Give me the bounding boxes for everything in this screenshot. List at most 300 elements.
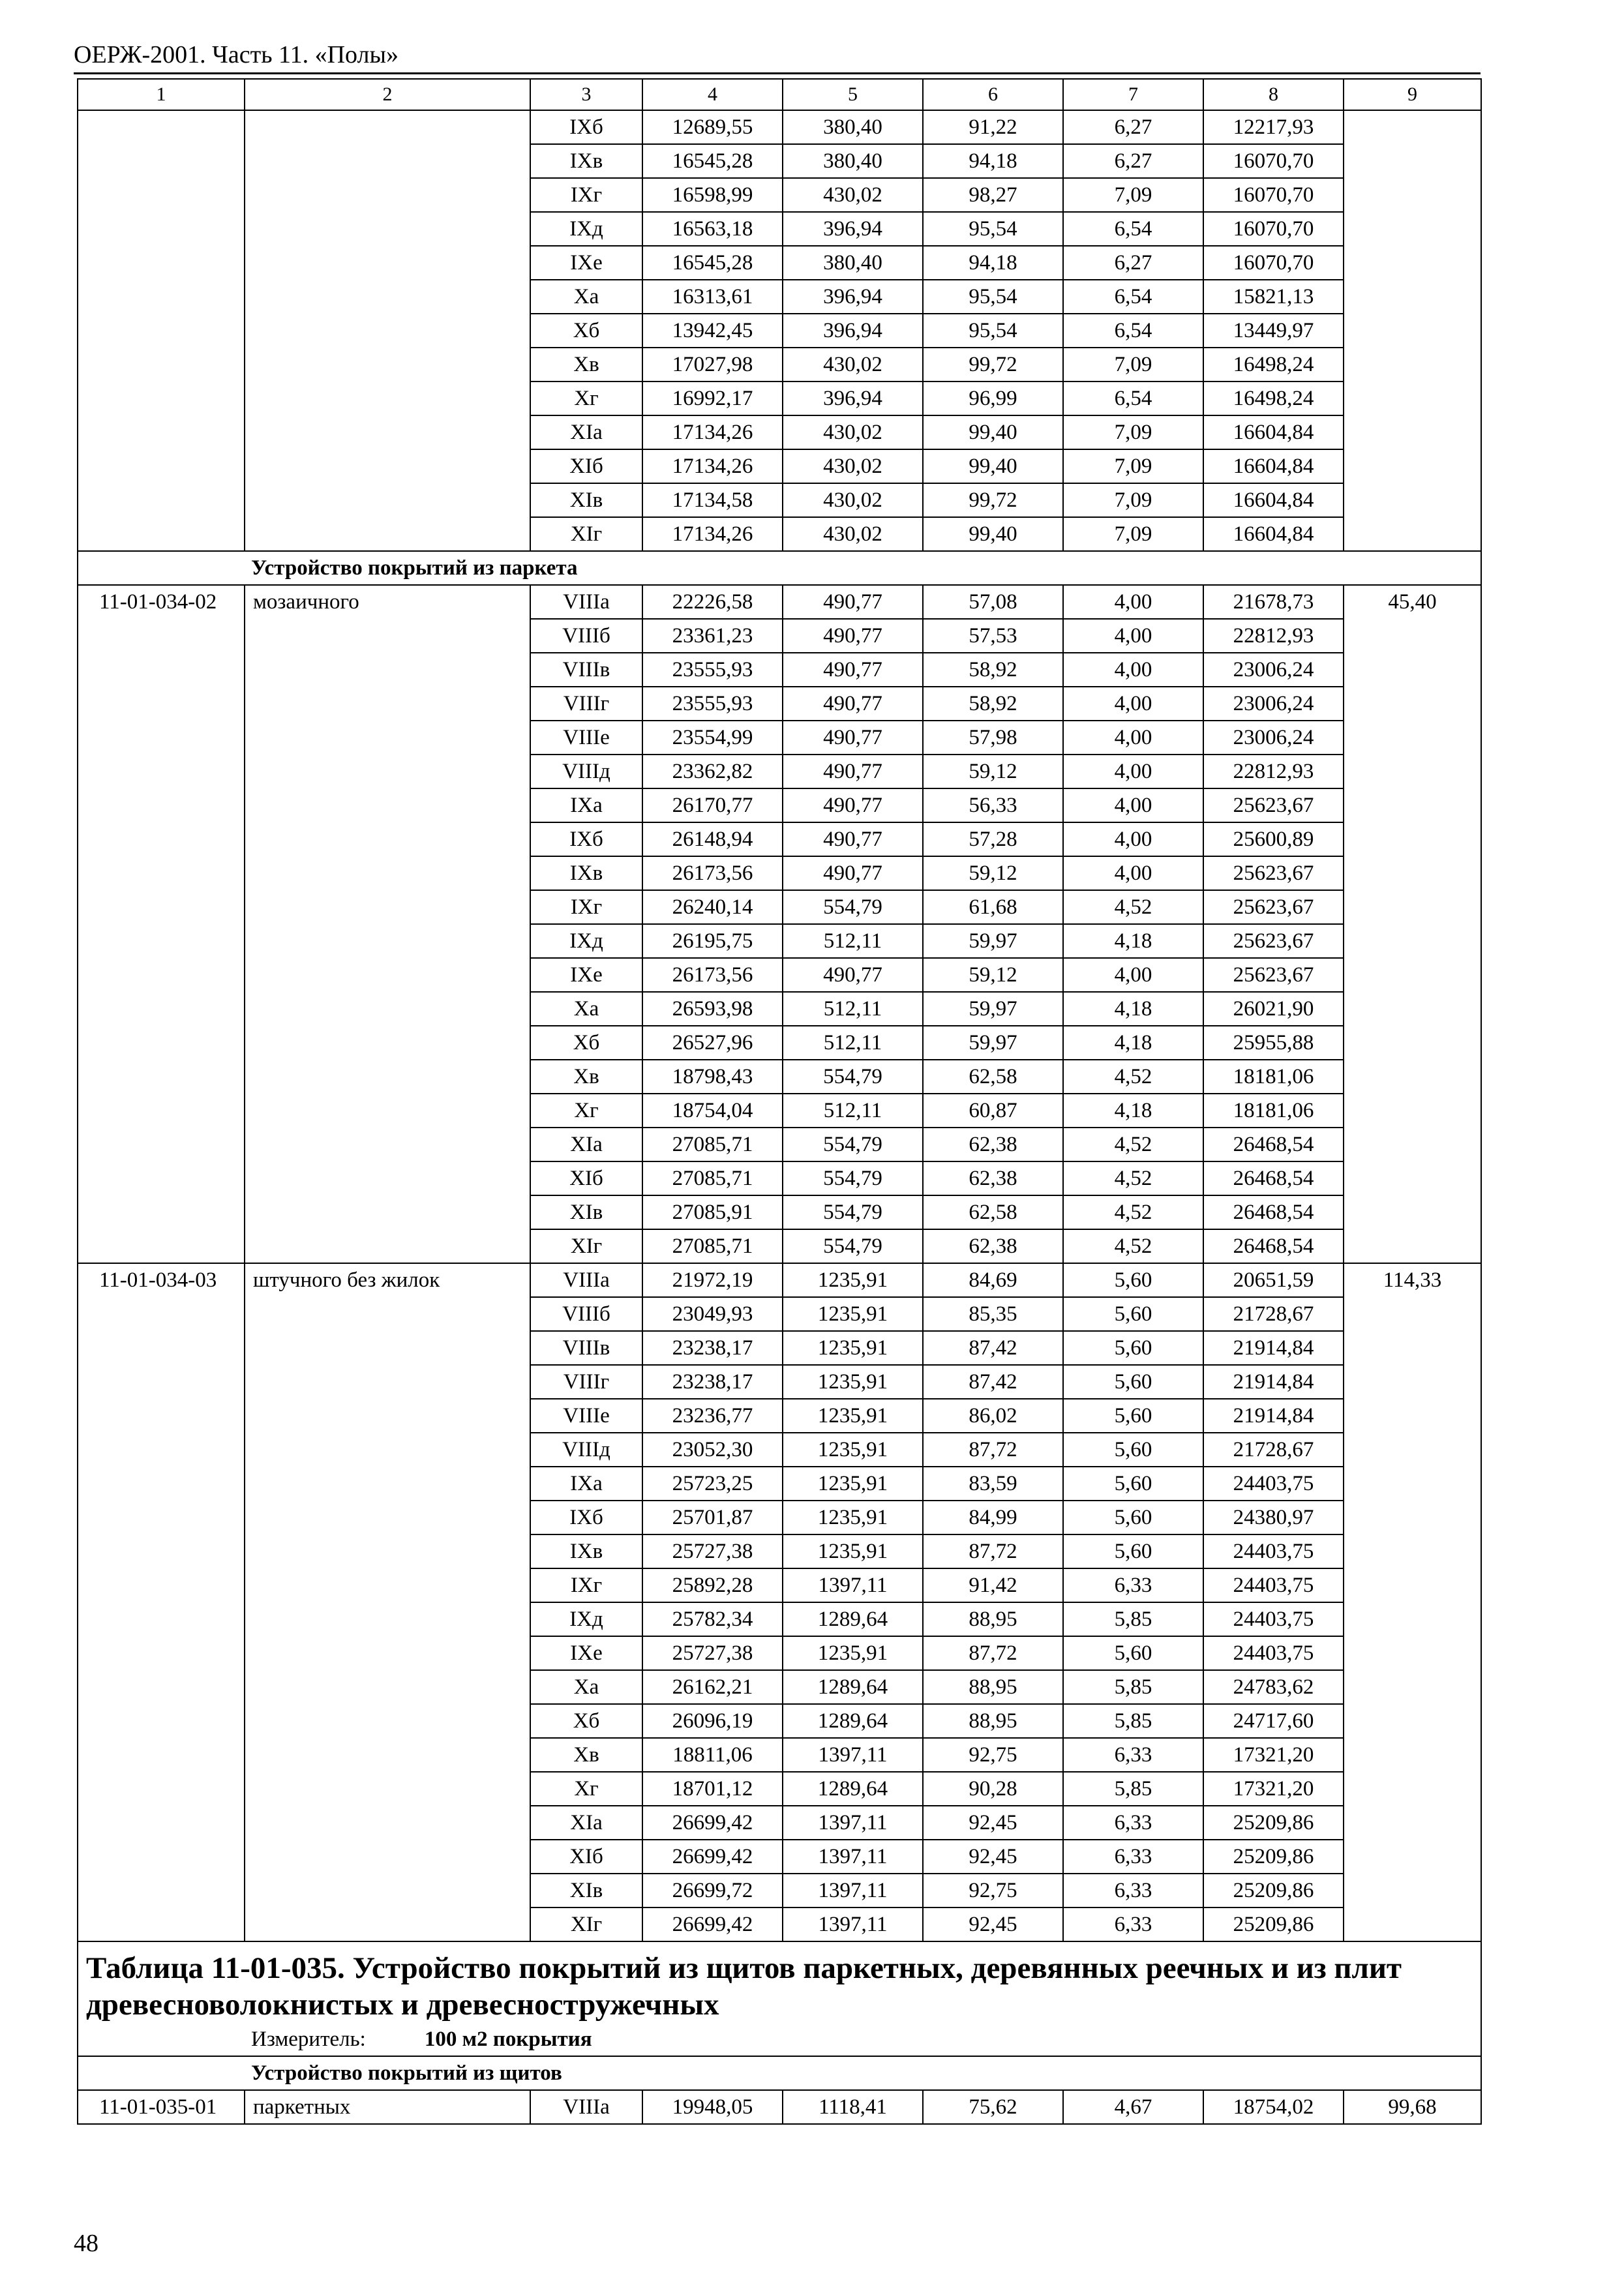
table-cell: 26527,96 (642, 1026, 783, 1060)
measure-value: 100 м2 покрытия (424, 2027, 592, 2051)
table-cell: 4,18 (1063, 992, 1203, 1026)
table-cell: 1235,91 (783, 1433, 923, 1467)
table-cell: IXе (530, 958, 642, 992)
item-code: 11-01-034-02 (78, 585, 245, 1263)
table-cell: XIг (530, 517, 642, 551)
page-number: 48 (74, 2230, 98, 2257)
table-cell: 1235,91 (783, 1331, 923, 1365)
empty-col9-cell (1344, 110, 1481, 551)
table-cell: 99,40 (923, 449, 1063, 483)
table-cell: 57,08 (923, 585, 1063, 619)
table-cell: 88,95 (923, 1670, 1063, 1704)
table-cell: 16498,24 (1203, 382, 1344, 415)
table-cell: 59,97 (923, 1026, 1063, 1060)
table-cell: 6,33 (1063, 1806, 1203, 1840)
table-cell: VIIIа (530, 1263, 642, 1297)
table-cell: 4,00 (1063, 856, 1203, 890)
column-number-cell: 1 (78, 79, 245, 110)
item-code: 11-01-035-01 (78, 2090, 245, 2124)
table-cell: 554,79 (783, 1128, 923, 1161)
table-cell: 16604,84 (1203, 517, 1344, 551)
table-cell: 380,40 (783, 246, 923, 280)
table2-title: Таблица 11-01-035. Устройство покрытий из щитов паркетных, деревянных реечных и из плит древесноволокнистых и древесностружечных (78, 1941, 1481, 2023)
table-cell: VIIIа (530, 2090, 642, 2124)
table-cell: 7,09 (1063, 415, 1203, 449)
table-cell: 554,79 (783, 1195, 923, 1229)
table-cell: 7,09 (1063, 178, 1203, 212)
table-cell: 16313,61 (642, 280, 783, 314)
table-cell: XIа (530, 1806, 642, 1840)
table-cell: 61,68 (923, 890, 1063, 924)
table-cell: 25723,25 (642, 1467, 783, 1501)
table-cell: XIб (530, 1161, 642, 1195)
table-cell: 25892,28 (642, 1568, 783, 1602)
table-cell: 58,92 (923, 653, 1063, 687)
table-cell: 6,27 (1063, 144, 1203, 178)
table-cell: Xв (530, 348, 642, 382)
item-col9-value: 114,33 (1344, 1263, 1481, 1941)
table-cell: 21914,84 (1203, 1365, 1344, 1399)
table-cell: 26021,90 (1203, 992, 1344, 1026)
table-cell: XIа (530, 1128, 642, 1161)
table-cell: 430,02 (783, 415, 923, 449)
table-cell: 1289,64 (783, 1670, 923, 1704)
table-cell: 57,98 (923, 721, 1063, 755)
table-cell: 6,33 (1063, 1908, 1203, 1941)
table-cell: 25209,86 (1203, 1908, 1344, 1941)
table-cell: 23049,93 (642, 1297, 783, 1331)
table-cell: 92,45 (923, 1840, 1063, 1874)
table-cell: 6,54 (1063, 314, 1203, 348)
table-cell: 554,79 (783, 1161, 923, 1195)
table-cell: 75,62 (923, 2090, 1063, 2124)
table-cell: 87,72 (923, 1433, 1063, 1467)
table-cell: 1397,11 (783, 1840, 923, 1874)
table-cell: 21914,84 (1203, 1399, 1344, 1433)
table-cell: 490,77 (783, 619, 923, 653)
table-cell: 16070,70 (1203, 246, 1344, 280)
table-cell: 5,60 (1063, 1534, 1203, 1568)
table-cell: 512,11 (783, 1026, 923, 1060)
table-cell: VIIIг (530, 687, 642, 721)
table-cell: 4,52 (1063, 1229, 1203, 1263)
table-cell: Xб (530, 1704, 642, 1738)
table-cell: 27085,71 (642, 1229, 783, 1263)
table-cell: XIб (530, 1840, 642, 1874)
table-cell: 4,52 (1063, 1161, 1203, 1195)
table-cell: 16545,28 (642, 144, 783, 178)
table-cell: 16598,99 (642, 178, 783, 212)
table-cell: 99,40 (923, 415, 1063, 449)
table-cell: 380,40 (783, 110, 923, 144)
table-cell: 60,87 (923, 1094, 1063, 1128)
table-cell: IXв (530, 1534, 642, 1568)
item-name: штучного без жилок (245, 1263, 530, 1941)
table-cell: 4,00 (1063, 653, 1203, 687)
column-number-cell: 2 (245, 79, 530, 110)
table-cell: 24717,60 (1203, 1704, 1344, 1738)
table-cell: 25782,34 (642, 1602, 783, 1636)
table-cell: IXг (530, 178, 642, 212)
item-name: мозаичного (245, 585, 530, 1263)
table-cell: 16563,18 (642, 212, 783, 246)
table-cell: 512,11 (783, 992, 923, 1026)
table-cell: 87,72 (923, 1534, 1063, 1568)
table-cell: 99,72 (923, 483, 1063, 517)
table-cell: 26195,75 (642, 924, 783, 958)
column-number-row (78, 79, 1481, 110)
table-cell: 7,09 (1063, 449, 1203, 483)
table-cell: 16070,70 (1203, 178, 1344, 212)
table-cell: 57,53 (923, 619, 1063, 653)
table-cell: 1235,91 (783, 1534, 923, 1568)
table-cell: 21972,19 (642, 1263, 783, 1297)
table-cell: 25727,38 (642, 1534, 783, 1568)
table-cell: 17134,26 (642, 449, 783, 483)
table-cell: 17134,26 (642, 415, 783, 449)
table-cell: 26468,54 (1203, 1128, 1344, 1161)
table-cell: 25623,67 (1203, 958, 1344, 992)
table-cell: 26468,54 (1203, 1229, 1344, 1263)
table-cell: Xг (530, 382, 642, 415)
item-code: 11-01-034-03 (78, 1263, 245, 1941)
table-cell: VIIIб (530, 619, 642, 653)
table-cell: IXд (530, 1602, 642, 1636)
table-cell: 13942,45 (642, 314, 783, 348)
table-cell: 396,94 (783, 382, 923, 415)
table-cell: IXг (530, 1568, 642, 1602)
table-cell: 430,02 (783, 348, 923, 382)
table-row (78, 2090, 1481, 2124)
table-cell: 4,00 (1063, 958, 1203, 992)
table-cell: 490,77 (783, 687, 923, 721)
table-cell: 5,85 (1063, 1772, 1203, 1806)
table-row (78, 585, 1481, 619)
table-cell: 490,77 (783, 788, 923, 822)
table-cell: 16070,70 (1203, 212, 1344, 246)
table-cell: 4,18 (1063, 1094, 1203, 1128)
table-cell: 26096,19 (642, 1704, 783, 1738)
column-number-cell: 5 (783, 79, 923, 110)
table-cell: 490,77 (783, 721, 923, 755)
section-header: Устройство покрытий из щитов (78, 2056, 1481, 2090)
table-cell: 5,85 (1063, 1602, 1203, 1636)
table-cell: 17321,20 (1203, 1738, 1344, 1772)
table-cell: 4,00 (1063, 822, 1203, 856)
table-cell: IXг (530, 890, 642, 924)
table-cell: 22226,58 (642, 585, 783, 619)
table-cell: 23052,30 (642, 1433, 783, 1467)
table-cell: 15821,13 (1203, 280, 1344, 314)
table-cell: XIа (530, 415, 642, 449)
table-cell: 57,28 (923, 822, 1063, 856)
table-cell: VIIIд (530, 1433, 642, 1467)
table-cell: 7,09 (1063, 483, 1203, 517)
table-cell: VIIIд (530, 755, 642, 788)
table-cell: 512,11 (783, 924, 923, 958)
table-cell: 6,54 (1063, 280, 1203, 314)
table-cell: 92,75 (923, 1874, 1063, 1908)
table-cell: 27085,71 (642, 1128, 783, 1161)
table-cell: 1289,64 (783, 1772, 923, 1806)
table-cell: 85,35 (923, 1297, 1063, 1331)
table-cell: 7,09 (1063, 517, 1203, 551)
table-cell: 554,79 (783, 1229, 923, 1263)
table-cell: 95,54 (923, 280, 1063, 314)
table-cell: 5,60 (1063, 1331, 1203, 1365)
table-cell: 18701,12 (642, 1772, 783, 1806)
table-cell: 84,69 (923, 1263, 1063, 1297)
table-cell: 16498,24 (1203, 348, 1344, 382)
item-name: паркетных (245, 2090, 530, 2124)
table-cell: 16992,17 (642, 382, 783, 415)
table-cell: 59,12 (923, 856, 1063, 890)
table-cell: 92,45 (923, 1908, 1063, 1941)
table-cell: IXа (530, 1467, 642, 1501)
page-header-title: ОЕРЖ-2001. Часть 11. «Полы» (74, 41, 399, 68)
empty-code-cell (78, 110, 245, 551)
table-cell: 23554,99 (642, 721, 783, 755)
table-cell: 4,18 (1063, 1026, 1203, 1060)
table-cell: 90,28 (923, 1772, 1063, 1806)
table-cell: 94,18 (923, 144, 1063, 178)
table-cell: 16604,84 (1203, 415, 1344, 449)
table-cell: 26699,42 (642, 1908, 783, 1941)
table-cell: 20651,59 (1203, 1263, 1344, 1297)
table-cell: 27085,71 (642, 1161, 783, 1195)
table-cell: 62,38 (923, 1229, 1063, 1263)
table-cell: 24403,75 (1203, 1568, 1344, 1602)
table-cell: 5,60 (1063, 1365, 1203, 1399)
table-cell: 56,33 (923, 788, 1063, 822)
table-cell: 23238,17 (642, 1331, 783, 1365)
table-cell: 23006,24 (1203, 653, 1344, 687)
table-cell: 25623,67 (1203, 890, 1344, 924)
table-cell: 24403,75 (1203, 1602, 1344, 1636)
table-cell: 12217,93 (1203, 110, 1344, 144)
table-cell: 26468,54 (1203, 1195, 1344, 1229)
table-cell: 23361,23 (642, 619, 783, 653)
table-cell: 62,58 (923, 1060, 1063, 1094)
table-cell: 4,52 (1063, 890, 1203, 924)
table-cell: 12689,55 (642, 110, 783, 144)
table-cell: 59,12 (923, 755, 1063, 788)
table-cell: 23006,24 (1203, 721, 1344, 755)
empty-name-cell (245, 110, 530, 551)
section-header: Устройство покрытий из паркета (78, 551, 1481, 585)
table-cell: 26170,77 (642, 788, 783, 822)
table-cell: 430,02 (783, 178, 923, 212)
table-cell: 430,02 (783, 517, 923, 551)
table-cell: Xв (530, 1060, 642, 1094)
table-cell: 490,77 (783, 653, 923, 687)
table-cell: 99,40 (923, 517, 1063, 551)
table-cell: VIIIв (530, 653, 642, 687)
table-cell: IXв (530, 144, 642, 178)
column-number-cell: 6 (923, 79, 1063, 110)
table-cell: VIIIб (530, 1297, 642, 1331)
table-cell: IXб (530, 1501, 642, 1534)
table-cell: 16545,28 (642, 246, 783, 280)
table-cell: IXе (530, 246, 642, 280)
table-cell: 96,99 (923, 382, 1063, 415)
table-cell: IXе (530, 1636, 642, 1670)
table-cell: 21914,84 (1203, 1331, 1344, 1365)
table-cell: 6,54 (1063, 382, 1203, 415)
table-cell: 27085,91 (642, 1195, 783, 1229)
table-cell: 18798,43 (642, 1060, 783, 1094)
table-cell: 1397,11 (783, 1806, 923, 1840)
table-cell: 87,42 (923, 1331, 1063, 1365)
table-cell: 24403,75 (1203, 1467, 1344, 1501)
table-cell: 554,79 (783, 1060, 923, 1094)
table-cell: 5,85 (1063, 1704, 1203, 1738)
table-cell: 1397,11 (783, 1568, 923, 1602)
table-cell: 26699,72 (642, 1874, 783, 1908)
table-cell: 24380,97 (1203, 1501, 1344, 1534)
column-number-cell: 8 (1203, 79, 1344, 110)
table-cell: 5,60 (1063, 1467, 1203, 1501)
section-header-row (78, 551, 1481, 585)
item-col9-value: 45,40 (1344, 585, 1481, 1263)
table-cell: XIв (530, 1874, 642, 1908)
table-cell: 17134,58 (642, 483, 783, 517)
table-cell: 6,27 (1063, 246, 1203, 280)
table-cell: 88,95 (923, 1704, 1063, 1738)
table-cell: 490,77 (783, 585, 923, 619)
table-cell: 19948,05 (642, 2090, 783, 2124)
table-cell: 6,33 (1063, 1840, 1203, 1874)
table-cell: 18181,06 (1203, 1094, 1344, 1128)
table-cell: 59,97 (923, 924, 1063, 958)
measure-label: Измеритель: (251, 2027, 366, 2051)
table-cell: 430,02 (783, 449, 923, 483)
table-cell: Xб (530, 1026, 642, 1060)
table-cell: 17321,20 (1203, 1772, 1344, 1806)
table-cell: 1235,91 (783, 1399, 923, 1433)
table-cell: VIIIе (530, 721, 642, 755)
table-row (78, 110, 1481, 144)
table-cell: 98,27 (923, 178, 1063, 212)
table-cell: Xа (530, 280, 642, 314)
table-cell: 21728,67 (1203, 1297, 1344, 1331)
table-cell: 5,60 (1063, 1297, 1203, 1331)
table-cell: 1235,91 (783, 1297, 923, 1331)
table-cell: XIг (530, 1908, 642, 1941)
table-cell: 25209,86 (1203, 1806, 1344, 1840)
table-cell: 21728,67 (1203, 1433, 1344, 1467)
table-cell: IXд (530, 212, 642, 246)
table-cell: 88,95 (923, 1602, 1063, 1636)
table-cell: 26173,56 (642, 856, 783, 890)
table-cell: 6,27 (1063, 110, 1203, 144)
table-cell: 26699,42 (642, 1806, 783, 1840)
section-header-row (78, 2056, 1481, 2090)
table-cell: 4,00 (1063, 619, 1203, 653)
table-cell: 396,94 (783, 212, 923, 246)
table-cell: 62,38 (923, 1161, 1063, 1195)
table-cell: 94,18 (923, 246, 1063, 280)
table-cell: 4,00 (1063, 788, 1203, 822)
table-cell: 18754,04 (642, 1094, 783, 1128)
table-cell: XIв (530, 483, 642, 517)
table-cell: 490,77 (783, 755, 923, 788)
table-cell: Xг (530, 1094, 642, 1128)
table-cell: 21678,73 (1203, 585, 1344, 619)
table-cell: 5,60 (1063, 1433, 1203, 1467)
table-cell: 26173,56 (642, 958, 783, 992)
table-cell: 380,40 (783, 144, 923, 178)
table-cell: 92,75 (923, 1738, 1063, 1772)
table-row (78, 1263, 1481, 1297)
table-cell: 4,00 (1063, 721, 1203, 755)
table-cell: 86,02 (923, 1399, 1063, 1433)
table-cell: 87,72 (923, 1636, 1063, 1670)
table-cell: 87,42 (923, 1365, 1063, 1399)
header-rule (74, 72, 1481, 74)
table-cell: 1235,91 (783, 1263, 923, 1297)
table-cell: 16604,84 (1203, 483, 1344, 517)
table-cell: 91,22 (923, 110, 1063, 144)
table-cell: 95,54 (923, 212, 1063, 246)
table-cell: 23236,77 (642, 1399, 783, 1433)
table-cell: 1235,91 (783, 1365, 923, 1399)
table-cell: VIIIа (530, 585, 642, 619)
table-cell: 5,60 (1063, 1399, 1203, 1433)
table-cell: XIг (530, 1229, 642, 1263)
table-cell: 5,85 (1063, 1670, 1203, 1704)
table-cell: 26593,98 (642, 992, 783, 1026)
table-cell: 25623,67 (1203, 856, 1344, 890)
table2-measure-row (78, 2023, 1481, 2056)
table-cell: 25623,67 (1203, 924, 1344, 958)
table-cell: 25623,67 (1203, 788, 1344, 822)
table-body (78, 79, 1481, 2124)
table-cell: 99,72 (923, 348, 1063, 382)
table-cell: 7,09 (1063, 348, 1203, 382)
table-cell: 18181,06 (1203, 1060, 1344, 1094)
table-cell: 25727,38 (642, 1636, 783, 1670)
table-cell: 23362,82 (642, 755, 783, 788)
table-cell: 62,58 (923, 1195, 1063, 1229)
table-cell: 490,77 (783, 958, 923, 992)
table-cell: 17134,26 (642, 517, 783, 551)
table-cell: 25701,87 (642, 1501, 783, 1534)
table-cell: 95,54 (923, 314, 1063, 348)
table-cell: 1289,64 (783, 1602, 923, 1636)
table-cell: 1397,11 (783, 1908, 923, 1941)
table-cell: 396,94 (783, 314, 923, 348)
measure-cell (78, 2023, 1481, 2056)
table-cell: 16604,84 (1203, 449, 1344, 483)
table-cell: 25600,89 (1203, 822, 1344, 856)
table-cell: 512,11 (783, 1094, 923, 1128)
table-cell: 22812,93 (1203, 755, 1344, 788)
table-cell: 23238,17 (642, 1365, 783, 1399)
table-cell: 24783,62 (1203, 1670, 1344, 1704)
table-cell: 25209,86 (1203, 1874, 1344, 1908)
table2-title-row (78, 1941, 1481, 2023)
table-cell: VIIIв (530, 1331, 642, 1365)
table-cell: 18754,02 (1203, 2090, 1344, 2124)
table-cell: 396,94 (783, 280, 923, 314)
table-cell: 6,54 (1063, 212, 1203, 246)
table-cell: 5,60 (1063, 1501, 1203, 1534)
table-cell: Xа (530, 1670, 642, 1704)
table-cell: 6,33 (1063, 1738, 1203, 1772)
table-cell: 24403,75 (1203, 1534, 1344, 1568)
table-cell: 91,42 (923, 1568, 1063, 1602)
